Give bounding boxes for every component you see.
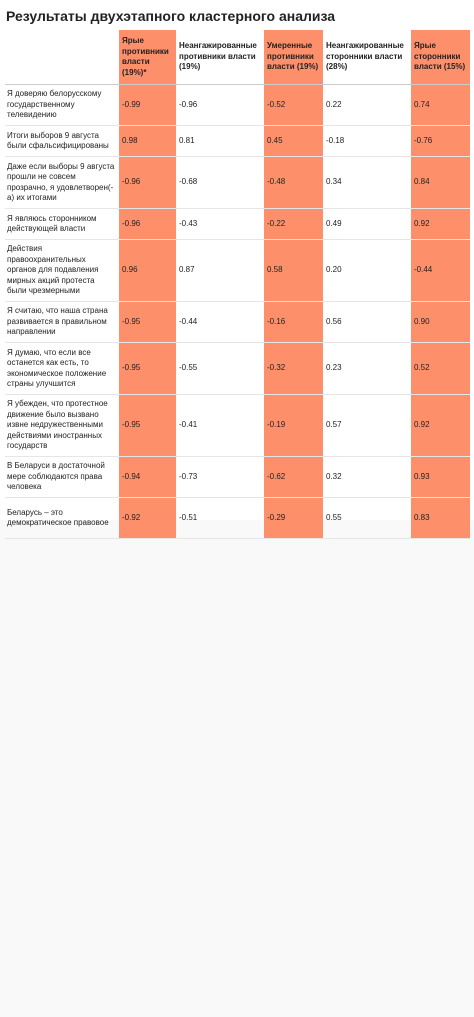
row-label: Действия правоохранительных органов для подавления мирных акций протеста были чрезмерными: [5, 240, 119, 302]
column-header-strong-opponents: Ярые противники власти (19%)*: [119, 30, 176, 85]
cell-value: -0.95: [119, 395, 176, 457]
column-header-moderate-opponents: Умеренные противники власти (19%): [264, 30, 323, 85]
cluster-table-container[interactable]: [5, 30, 470, 539]
column-header-statement: [5, 30, 119, 85]
cell-value: -0.73: [176, 457, 264, 498]
cell-value: 0.20: [323, 240, 411, 302]
cell-value: 0.45: [264, 126, 323, 157]
table-header-row: [5, 30, 470, 85]
table-row: [5, 457, 470, 498]
page-title: Результаты двухэтапного кластерного анализа: [6, 8, 336, 24]
cell-value: -0.94: [119, 457, 176, 498]
cell-value: -0.18: [323, 126, 411, 157]
row-label: Итоги выборов 9 августа были сфальсифицированы: [5, 126, 119, 157]
row-label: В Беларуси в достаточной мере соблюдаются права человека: [5, 457, 119, 498]
cell-value: 0.84: [411, 157, 470, 209]
cell-value: 0.56: [323, 302, 411, 343]
table-row: [5, 85, 470, 126]
cell-value: -0.16: [264, 302, 323, 343]
table-row: [5, 498, 470, 539]
table-row: [5, 157, 470, 209]
cell-value: 0.92: [411, 209, 470, 240]
cell-value: -0.95: [119, 302, 176, 343]
cell-value: 0.90: [411, 302, 470, 343]
cell-value: -0.41: [176, 395, 264, 457]
cell-value: -0.99: [119, 85, 176, 126]
row-label: Я доверяю белорусскому государственному телевидению: [5, 85, 119, 126]
cell-value: -0.43: [176, 209, 264, 240]
table-row: [5, 302, 470, 343]
column-header-unengaged-supporters: Неангажированные сторонники власти (28%): [323, 30, 411, 85]
cell-value: 0.83: [411, 498, 470, 539]
cell-value: 0.96: [119, 240, 176, 302]
cell-value: -0.29: [264, 498, 323, 539]
row-label: Я считаю, что наша страна развивается в правильном направлении: [5, 302, 119, 343]
cell-value: -0.19: [264, 395, 323, 457]
cell-value: -0.96: [119, 157, 176, 209]
row-label: Я являюсь сторонником действующей власти: [5, 209, 119, 240]
table-row: [5, 126, 470, 157]
table-row: [5, 343, 470, 395]
row-label: Даже если выборы 9 августа прошли не совсем прозрачно, я удовлетворен(-а) их итогами: [5, 157, 119, 209]
cell-value: -0.62: [264, 457, 323, 498]
cell-value: 0.23: [323, 343, 411, 395]
row-label: Я убежден, что протестное движение было вызвано извне недружественными действиями иностранных государств: [5, 395, 119, 457]
cell-value: 0.87: [176, 240, 264, 302]
cell-value: 0.22: [323, 85, 411, 126]
cluster-analysis-table: [5, 30, 470, 539]
cell-value: 0.34: [323, 157, 411, 209]
cell-value: -0.55: [176, 343, 264, 395]
cell-value: 0.74: [411, 85, 470, 126]
column-header-unengaged-opponents: Неангажированные противники власти (19%): [176, 30, 264, 85]
cell-value: -0.96: [176, 85, 264, 126]
cell-value: 0.92: [411, 395, 470, 457]
cell-value: -0.92: [119, 498, 176, 539]
cell-value: -0.52: [264, 85, 323, 126]
cell-value: 0.57: [323, 395, 411, 457]
column-header-strong-supporters: Ярые сторонники власти (15%): [411, 30, 470, 85]
cell-value: 0.49: [323, 209, 411, 240]
cell-value: -0.76: [411, 126, 470, 157]
cell-value: 0.81: [176, 126, 264, 157]
row-label: Беларусь – это демократическое правовое: [5, 498, 119, 539]
cell-value: 0.32: [323, 457, 411, 498]
cell-value: 0.58: [264, 240, 323, 302]
cell-value: 0.93: [411, 457, 470, 498]
cell-value: -0.32: [264, 343, 323, 395]
cell-value: -0.68: [176, 157, 264, 209]
cell-value: -0.22: [264, 209, 323, 240]
cell-value: 0.55: [323, 498, 411, 539]
cell-value: -0.44: [176, 302, 264, 343]
table-row: [5, 240, 470, 302]
cell-value: -0.51: [176, 498, 264, 539]
cell-value: -0.44: [411, 240, 470, 302]
cell-value: 0.98: [119, 126, 176, 157]
cell-value: -0.96: [119, 209, 176, 240]
cell-value: -0.48: [264, 157, 323, 209]
row-label: Я думаю, что если все останется как есть, то экономическое положение страны улучшится: [5, 343, 119, 395]
cell-value: 0.52: [411, 343, 470, 395]
table-row: [5, 209, 470, 240]
table-row: [5, 395, 470, 457]
cell-value: -0.95: [119, 343, 176, 395]
